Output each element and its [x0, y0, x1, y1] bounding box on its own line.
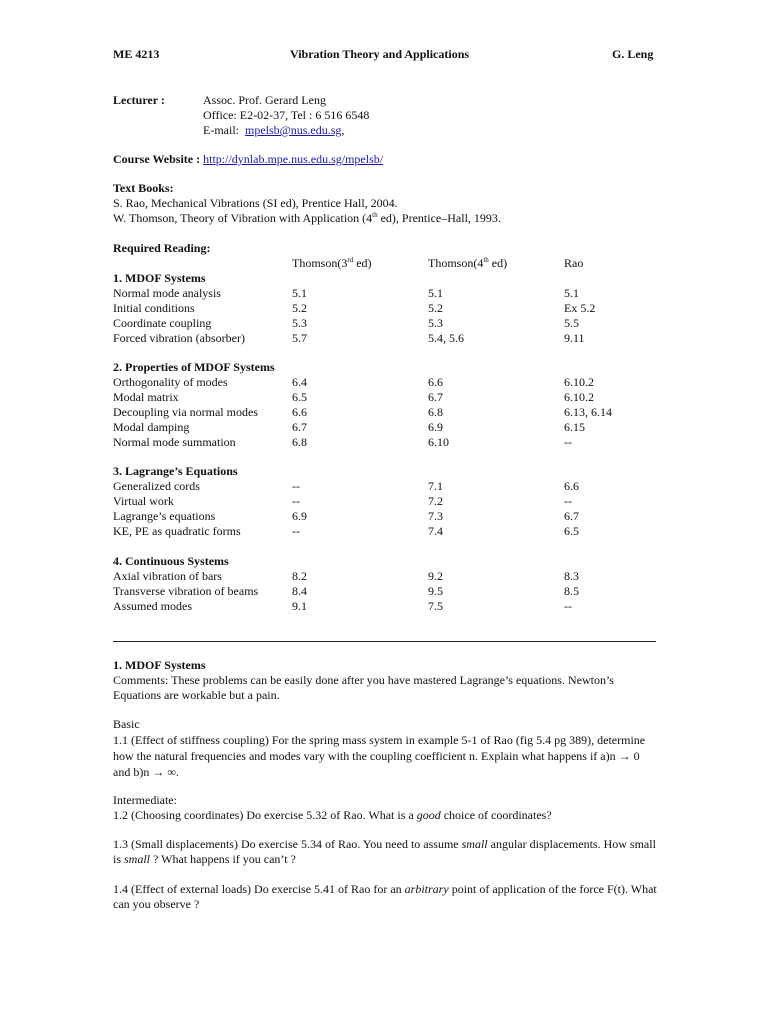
table-row: Modal matrix 6.5 6.7 6.10.2 — [113, 390, 594, 404]
problem-1-3: 1.3 (Small displacements) Do exercise 5.34 of Rao. You need to assume small angular displacements. How small is small ? What happens if you can’t ? — [113, 837, 656, 866]
table-row: Decoupling via normal modes 6.6 6.8 6.13, 6.14 — [113, 405, 612, 419]
section-title: 4. Continuous Systems — [113, 554, 229, 568]
website-label: Course Website : — [113, 152, 201, 166]
email-suffix: , — [341, 123, 345, 137]
table-row: KE, PE as quadratic forms -- 7.4 6.5 — [113, 524, 579, 538]
table-row: Modal damping 6.7 6.9 6.15 — [113, 420, 585, 434]
lecturer-office: Office: E2-02-37, Tel : 6 516 6548 — [203, 108, 370, 122]
section-title: 1. MDOF Systems — [113, 271, 206, 285]
lecturer-name: Assoc. Prof. Gerard Leng — [203, 93, 326, 107]
table-row: Coordinate coupling 5.3 5.3 5.5 — [113, 316, 579, 330]
lecturer-label: Lecturer : — [113, 93, 165, 107]
email-link[interactable]: mpelsb@nus.edu.sg — [245, 123, 342, 137]
course-website-line — [113, 152, 383, 167]
website-link[interactable]: http://dynlab.mpe.nus.edu.sg/mpelsb/ — [203, 152, 384, 166]
table-row: Initial conditions 5.2 5.2 Ex 5.2 — [113, 301, 596, 315]
lecturer-email-line — [203, 123, 344, 138]
author-name: G. Leng — [612, 47, 654, 61]
col-rao: Rao — [564, 256, 584, 270]
table-row: Orthogonality of modes 6.4 6.6 6.10.2 — [113, 375, 594, 389]
table-row: Forced vibration (absorber) 5.7 5.4, 5.6 9.11 — [113, 331, 585, 345]
problem-1-1: 1.1 (Effect of stiffness coupling) For the spring mass system in example 5-1 of Rao (fig 5.4 pg 389), determine how the natural frequencies and modes vary with the coupling coefficient n. Explain what happens if a)n → 0 and b)n → ∞. — [113, 733, 646, 779]
table-row: Virtual work -- 7.2 -- — [113, 494, 572, 508]
basic-label: Basic — [113, 717, 140, 731]
table-row: Lagrange’s equations 6.9 7.3 6.7 — [113, 509, 579, 523]
problems-comments: Comments: These problems can be easily done after you have mastered Lagrange’s equations. Newton’s Equations are workable but a pain. — [113, 673, 614, 702]
problem-1-2: 1.2 (Choosing coordinates) Do exercise 5.32 of Rao. What is a good choice of coordinates? — [113, 808, 552, 822]
required-reading-label: Required Reading: — [113, 241, 211, 255]
course-title: Vibration Theory and Applications — [290, 47, 470, 61]
table-row: Transverse vibration of beams 8.4 9.5 8.5 — [113, 584, 579, 598]
textbook-thomson: W. Thomson, Theory of Vibration with Application (4th ed), Prentice–Hall, 1993. — [113, 211, 501, 225]
horizontal-divider — [113, 641, 656, 642]
table-row: Generalized cords -- 7.1 6.6 — [113, 479, 579, 493]
section-title: 2. Properties of MDOF Systems — [113, 360, 275, 374]
email-label: E-mail: — [203, 123, 239, 137]
course-code: ME 4213 — [113, 47, 160, 61]
textbooks-label: Text Books: — [113, 181, 174, 195]
table-row: Normal mode summation 6.8 6.10 -- — [113, 435, 572, 449]
intermediate-label: Intermediate: — [113, 793, 177, 807]
table-row: Assumed modes 9.1 7.5 -- — [113, 599, 572, 613]
problems-section-title: 1. MDOF Systems — [113, 658, 206, 672]
table-row: Normal mode analysis 5.1 5.1 5.1 — [113, 286, 579, 300]
textbook-rao: S. Rao, Mechanical Vibrations (SI ed), Prentice Hall, 2004. — [113, 196, 398, 210]
table-row: Axial vibration of bars 8.2 9.2 8.3 — [113, 569, 579, 583]
col-thomson-3rd: Thomson(3rd ed) — [292, 256, 372, 270]
col-thomson-4th: Thomson(4th ed) — [428, 256, 508, 270]
reading-column-headers — [113, 256, 673, 271]
section-title: 3. Lagrange’s Equations — [113, 464, 238, 478]
problem-1-4: 1.4 (Effect of external loads) Do exercise 5.41 of Rao for an arbitrary point of application of the force F(t). What can you observe ? — [113, 882, 657, 911]
